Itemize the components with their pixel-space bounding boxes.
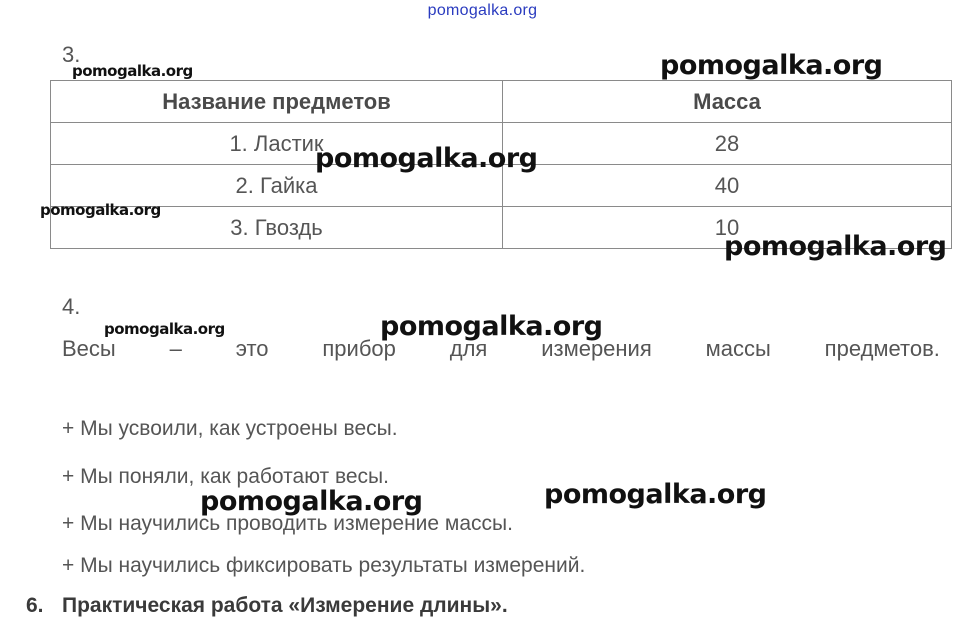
watermark: pomogalka.org bbox=[72, 62, 193, 80]
word: это bbox=[235, 336, 269, 361]
watermark: pomogalka.org bbox=[40, 201, 161, 219]
watermark: pomogalka.org bbox=[104, 320, 225, 338]
header-item-name: Название предметов bbox=[51, 81, 503, 123]
section-6-title: Практическая работа «Измерение длины». bbox=[62, 594, 508, 617]
item-name-cell: 3. Гвоздь bbox=[51, 207, 503, 249]
word: для bbox=[449, 336, 488, 361]
bullet-item: + Мы научились проводить измерение массы. bbox=[62, 512, 513, 535]
word: массы bbox=[705, 336, 771, 361]
section-6-heading bbox=[26, 594, 508, 618]
word: Весы bbox=[62, 336, 116, 361]
watermark: pomogalka.org bbox=[315, 143, 538, 174]
word: прибор bbox=[322, 336, 396, 361]
mass-cell: 10 bbox=[503, 207, 952, 249]
watermark: pomogalka.org bbox=[200, 486, 423, 517]
watermark: pomogalka.org bbox=[660, 50, 883, 81]
section-6-number: 6. bbox=[26, 594, 44, 617]
section-4-number: 4. bbox=[62, 294, 81, 319]
mass-cell: 40 bbox=[503, 165, 952, 207]
word: предметов. bbox=[824, 336, 940, 361]
top-watermark: pomogalka.org bbox=[427, 2, 538, 19]
bullet-item: + Мы научились фиксировать результаты измерений. bbox=[62, 554, 586, 577]
header-mass: Масса bbox=[503, 81, 952, 123]
watermark: pomogalka.org bbox=[544, 479, 767, 510]
item-name-cell: 2. Гайка bbox=[51, 165, 503, 207]
mass-cell: 28 bbox=[503, 123, 952, 165]
watermark: pomogalka.org bbox=[380, 311, 603, 342]
table-header-row bbox=[51, 81, 952, 123]
section-3-number: 3. bbox=[62, 42, 81, 67]
word: измерения bbox=[541, 336, 652, 361]
watermark: pomogalka.org bbox=[724, 231, 947, 262]
item-name-cell: 1. Ластик bbox=[51, 123, 503, 165]
bullet-item: + Мы усвоили, как устроены весы. bbox=[62, 417, 398, 440]
word: – bbox=[169, 336, 182, 361]
bullet-item: + Мы поняли, как работают весы. bbox=[62, 465, 389, 488]
